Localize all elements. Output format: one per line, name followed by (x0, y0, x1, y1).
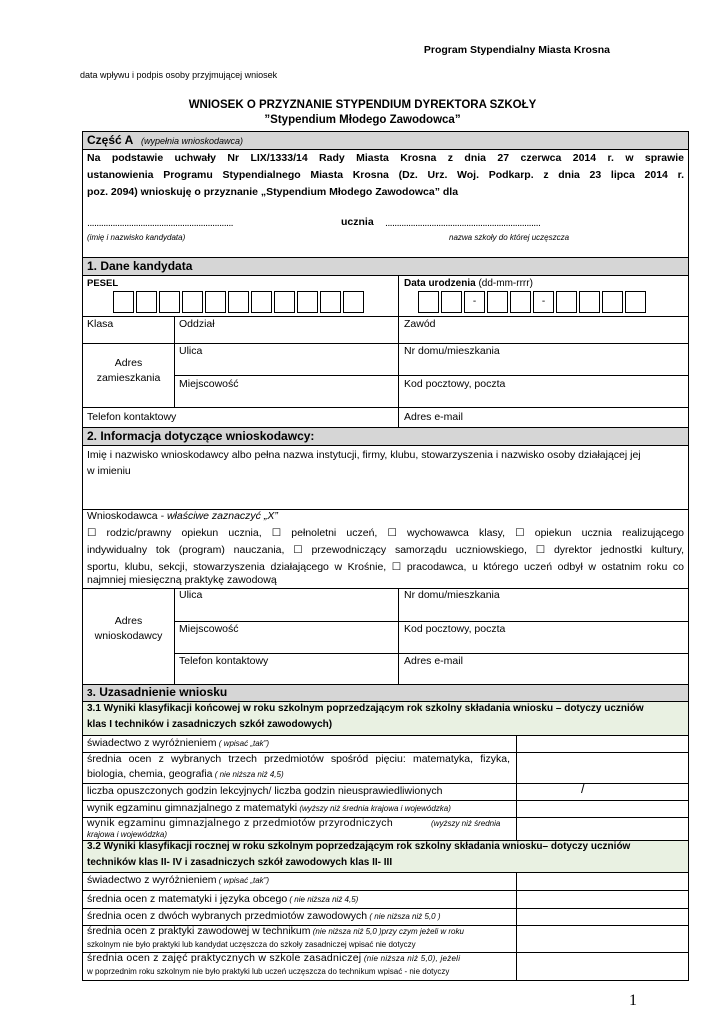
column-divider (398, 376, 399, 407)
ulica-label: Ulica (179, 589, 203, 601)
value-cell[interactable] (516, 801, 517, 817)
section-1-title: 1. Dane kandydata (87, 259, 193, 273)
city-row (175, 376, 688, 407)
column-divider (398, 622, 399, 653)
avg-internship-note: (nie niższa niż 5,0 )przy czym jeżeli w roku (310, 927, 464, 936)
row-label-wrap (87, 925, 464, 937)
absences-label: liczba opuszczonych godzin lekcyjnych/ liczba godzin nieusprawiedliwionych (87, 785, 443, 797)
column-divider (398, 317, 399, 343)
dob-digit-7[interactable] (602, 291, 623, 313)
nr-domu-label: Nr domu/mieszkania (404, 345, 500, 357)
zawod-label: Zawód (404, 318, 436, 330)
row-honours-3-2 (83, 873, 688, 891)
dob-digit-5[interactable] (556, 291, 577, 313)
avg-practical-label: średnia ocen z zajęć praktycznych w szkole zasadniczej (87, 952, 362, 964)
class-row (83, 317, 688, 344)
value-cell[interactable] (516, 781, 585, 800)
subsection-3-1-header (83, 702, 688, 736)
ucznia-label: ucznia (341, 216, 374, 228)
pesel-digit-3[interactable] (159, 291, 180, 313)
applicant-options-line[interactable]: indywidualny tok (program) nauczania, ☐ przewodniczący samorządu uczniowskiego, ☐ dyrektor jednostki kultury, (87, 544, 684, 556)
value-cell[interactable] (516, 818, 517, 840)
subsection-3-1-title: 3.1 Wyniki klasyfikacji końcowej w roku szkolnym poprzedzającym rok szkolny składania wniosku – dotyczy uczniów (87, 703, 644, 714)
value-cell[interactable] (516, 909, 517, 925)
adres-wnioskodawcy-label: Adres wnioskodawcy (94, 615, 163, 642)
value-cell[interactable] (516, 926, 517, 952)
section-3-number: 3 (87, 688, 93, 699)
pesel-label: PESEL (87, 278, 119, 289)
column-divider (174, 317, 175, 343)
dob-format: (dd-mm-rrrr) (478, 278, 533, 289)
avg-three-label-cont: biologia, chemia, geografia (87, 768, 213, 780)
email-label: Adres e-mail (404, 411, 463, 423)
row-label-wrap (87, 768, 284, 780)
row-label-wrap (87, 802, 451, 814)
dob-digit-1[interactable] (418, 291, 439, 313)
avg-internship-label: średnia ocen z praktyki zawodowej w technikum (87, 925, 311, 937)
applicant-phone-row (175, 654, 688, 685)
applicant-type-cell (83, 510, 688, 589)
applicant-address-label-cell (83, 589, 175, 685)
row-absences (83, 781, 688, 801)
nr-domu-label: Nr domu/mieszkania (404, 589, 500, 601)
pesel-dob-row (83, 276, 688, 317)
dob-label-wrap (404, 278, 533, 289)
row-avg-math-lang (83, 891, 688, 909)
section-1-block (82, 257, 689, 428)
ulica-label: Ulica (179, 345, 203, 357)
avg-practical-note: (nie niższa niż 5,0), jeżeli (361, 954, 461, 963)
exam-science-label: wynik egzaminu gimnazjalnego z przedmiotów przyrodniczych (87, 817, 393, 829)
subsection-3-2-title-cont: techników klas II- IV i zasadniczych szkół zawodowych klas II- III (87, 857, 393, 868)
applicant-options-line[interactable]: sportu, klubu, sekcji, stowarzyszenia działającego w Krośnie, ☐ pracodawca, u którego uczeń odbył w ostatnim roku co (87, 561, 684, 573)
program-header: Program Stypendialny Miasta Krosna (423, 44, 610, 56)
pesel-digit-9[interactable] (297, 291, 318, 313)
section-2-block (82, 427, 689, 685)
section-1-header (83, 258, 688, 276)
telefon-label: Telefon kontaktowy (179, 655, 269, 667)
exam-math-note: (wyższy niż średnia krajowa i wojewódzka) (297, 804, 451, 813)
column-divider (398, 344, 399, 375)
pesel-digit-6[interactable] (228, 291, 249, 313)
miejscowosc-label: Miejscowość (179, 378, 239, 390)
row-label-wrap (87, 910, 441, 922)
section-3-title: . Uzasadnienie wniosku (92, 685, 228, 699)
pesel-digit-2[interactable] (136, 291, 157, 313)
oddzial-label: Oddział (179, 318, 215, 330)
value-cell[interactable] (516, 753, 517, 783)
telefon-label: Telefon kontaktowy (87, 411, 177, 423)
part-a-text-line: poz. 2094) wnioskuję o przyznanie „Stypendium Młodego Zawodowca” dla (87, 186, 459, 198)
column-divider (398, 408, 399, 428)
wnioskodawca-note: - właściwe zaznaczyć „X” (157, 510, 278, 522)
column-divider (398, 589, 399, 621)
row-avg-vocational (83, 909, 688, 926)
column-divider (398, 276, 399, 316)
subsection-3-1-title-cont: klas I techników i zasadniczych szkół zawodowych) (87, 719, 333, 730)
applicant-name-label: Imię i nazwisko wnioskodawcy albo pełna nazwa instytucji, firmy, klubu, stowarzyszenia i nazwisko osoby działającej jej (87, 449, 641, 461)
avg-three-label: średnia ocen z wybranych trzech przedmiotów spośród pięciu: matematyka, fizyka, (87, 753, 510, 765)
row-label-wrap (87, 893, 358, 905)
dob-dash-2: - (533, 291, 554, 313)
row-label-wrap (87, 952, 460, 964)
applicant-address-block (83, 589, 688, 685)
row-exam-math (83, 801, 688, 818)
applicant-options-line[interactable]: najmniej miesięczną praktykę zawodową (87, 574, 277, 586)
pesel-digit-7[interactable] (251, 291, 272, 313)
exam-science-note-cont: krajowa i wojewódzka) (87, 830, 168, 839)
part-a-block (82, 131, 689, 258)
avg-vocational-label: średnia ocen z dwóch wybranych przedmiotów zawodowych (87, 910, 368, 922)
part-a-note: (wypełnia wnioskodawca) (141, 136, 244, 146)
subsection-3-2-header (83, 841, 688, 873)
row-exam-science (83, 818, 688, 841)
honours-note: ( wpisać „tak”) (216, 876, 270, 885)
pesel-digit-10[interactable] (320, 291, 341, 313)
form-subtitle: ”Stypendium Młodego Zawodowca” (264, 114, 461, 126)
dob-dash-1: - (464, 291, 485, 313)
wnioskodawca-label-wrap (87, 510, 278, 522)
page-number: 1 (629, 992, 637, 1009)
pesel-digit-5[interactable] (205, 291, 226, 313)
avg-practical-note-cont: w poprzednim roku szkolnym nie było praktyki lub uczeń uczęszcza do technikum wpisać - nie dotyczy (87, 967, 450, 976)
column-divider (398, 654, 399, 685)
phone-row (83, 408, 688, 428)
row-avg-internship (83, 926, 688, 953)
part-a-text-line: ustanowienia Programu Stypendialnego Miasta Krosna (Dz. Urz. Woj. Podkarp. z dnia 23 lipca 2014 r. (87, 169, 684, 181)
part-a-header (83, 132, 688, 150)
section-3-title-wrap (87, 685, 227, 699)
form-title: WNIOSEK O PRZYZNANIE STYPENDIUM DYREKTORA SZKOŁY (188, 99, 537, 111)
kod-label: Kod pocztowy, poczta (404, 623, 506, 635)
pesel-digit-1[interactable] (113, 291, 134, 313)
exam-math-label: wynik egzaminu gimnazjalnego z matematyki (87, 802, 298, 814)
dob-digit-3[interactable] (487, 291, 508, 313)
dob-digit-4[interactable] (510, 291, 531, 313)
school-name-caption: nazwa szkoły do której uczęszcza (449, 233, 570, 242)
row-label-wrap (87, 737, 269, 749)
adres-zamieszkania-label: Adres zamieszkania (96, 357, 161, 384)
pesel-digit-4[interactable] (182, 291, 203, 313)
dob-digit-8[interactable] (625, 291, 646, 313)
avg-internship-note-cont: szkolnym nie było praktyki lub kandydat uczęszcza do szkoły zasadniczej wpisać nie dotyczy (87, 940, 416, 949)
street-row (175, 344, 688, 376)
avg-math-lang-note: ( nie niższa niż 4,5) (287, 895, 359, 904)
part-a-text-line: Na podstawie uchwały Nr LIX/1333/14 Rady Miasta Krosna z dnia 27 czerwca 2014 r. w sprawie (87, 152, 684, 164)
miejscowosc-label: Miejscowość (179, 623, 239, 635)
subsection-3-2-title: 3.2 Wyniki klasyfikacji rocznej w roku szkolnym poprzedzającym rok szkolny składania wniosku– dotyczy uczniów (87, 841, 631, 852)
value-cell[interactable] (516, 891, 517, 908)
email-label: Adres e-mail (404, 655, 463, 667)
avg-vocational-note: ( nie niższa niż 5,0 ) (367, 912, 441, 921)
pesel-digit-11[interactable] (343, 291, 364, 313)
applicant-city-row (175, 622, 688, 654)
honours-label: świadectwo z wyróżnieniem (87, 874, 217, 886)
applicant-options-line[interactable]: ☐ rodzic/prawny opiekun ucznia, ☐ pełnoletni uczeń, ☐ wychowawca klasy, ☐ opiekun ucznia realizującego (87, 527, 684, 539)
pesel-digit-8[interactable] (274, 291, 295, 313)
dob-digit-2[interactable] (441, 291, 462, 313)
value-cell[interactable] (516, 873, 517, 890)
kod-label: Kod pocztowy, poczta (404, 378, 506, 390)
klasa-label: Klasa (87, 318, 114, 330)
row-honours-3-1 (83, 736, 688, 753)
section-2-title: 2. Informacja dotyczące wnioskodawcy: (87, 429, 315, 443)
address-label-cell (83, 344, 175, 407)
row-avg-three-subjects (83, 753, 688, 784)
applicant-name-cell[interactable] (83, 446, 688, 510)
section-3-block (82, 684, 689, 981)
candidate-name-dots[interactable]: ............................................................... (87, 217, 233, 229)
avg-three-note: ( nie niższa niż 4,5) (212, 770, 284, 779)
dob-digit-6[interactable] (579, 291, 600, 313)
row-avg-practical (83, 953, 688, 981)
wnioskodawca-label: Wnioskodawca (87, 510, 158, 522)
honours-note: ( wpisać „tak”) (216, 739, 270, 748)
candidate-name-caption: (imię i nazwisko kandydata) (87, 233, 186, 242)
received-stamp-label: data wpływu i podpis osoby przyjmującej wniosek (80, 70, 278, 80)
address-block (83, 344, 688, 408)
dob-label: Data urodzenia (404, 278, 476, 289)
value-cell[interactable] (516, 953, 517, 981)
exam-science-note: (wyższy niż średnia (431, 819, 501, 828)
applicant-name-label-cont: w imieniu (87, 465, 131, 477)
absences-slash: / (581, 781, 585, 796)
applicant-street-row (175, 589, 688, 622)
value-cell[interactable] (516, 736, 517, 752)
part-a-title: Część A (87, 133, 134, 147)
avg-math-lang-label: średnia ocen z matematyki i języka obcego (87, 893, 288, 905)
section-2-header (83, 428, 688, 446)
section-3-header (83, 685, 688, 702)
honours-label: świadectwo z wyróżnieniem (87, 737, 217, 749)
row-label-wrap (87, 874, 269, 886)
school-name-dots[interactable]: ................................................................... (385, 217, 541, 229)
